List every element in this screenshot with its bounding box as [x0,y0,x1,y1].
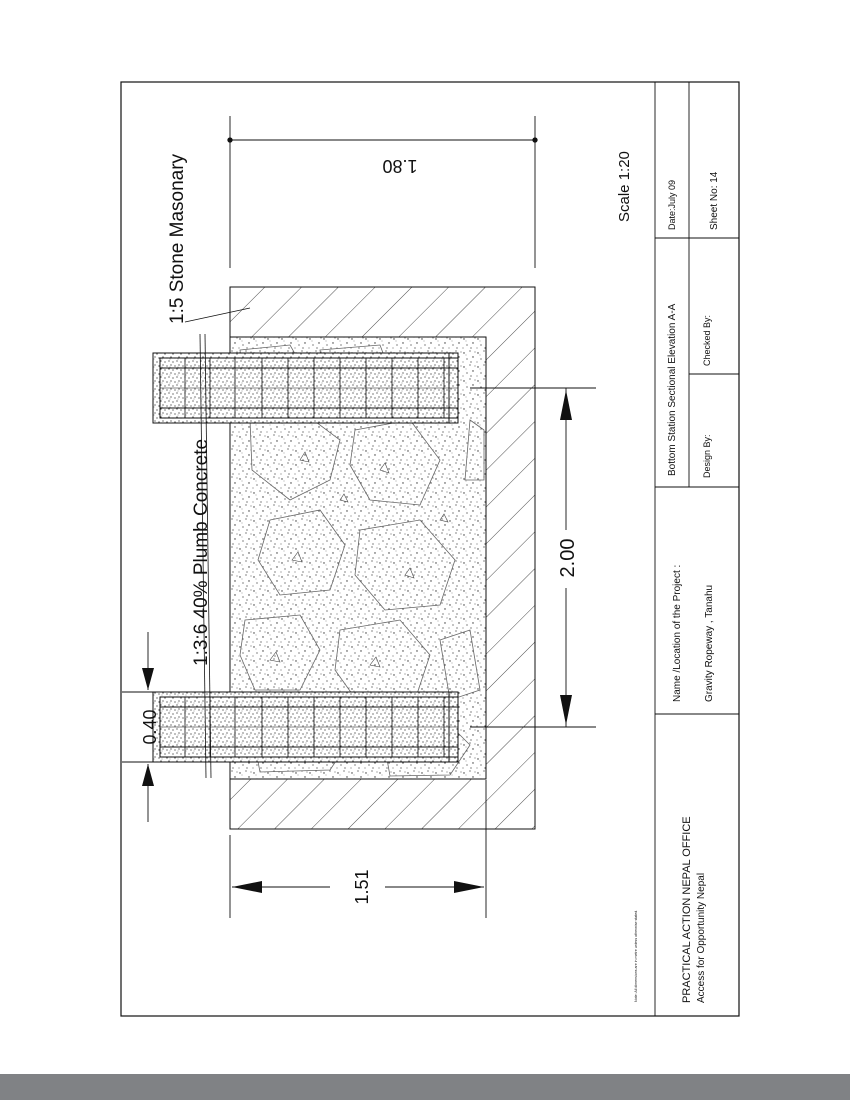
org-name-text: PRACTICAL ACTION NEPAL OFFICE [681,816,693,1003]
drawing-title-text: Bottom Station Sectional Elevation A-A [667,303,678,476]
stone-masonry-label: 1:5 Stone Masonary [167,153,188,324]
dimension-left-arrow-bottom [142,764,154,786]
project-label-text: Name /Location of the Project : [672,564,683,702]
dimension-top-label: 1.80 [382,156,418,176]
dimension-middle-label: 2.00 [557,538,579,578]
project-value-text: Gravity Ropeway , Tanahu [704,584,715,702]
title-block-texts [667,171,720,1003]
date-text: Date:July 09 [667,179,677,230]
dimension-middle-arrow-top [560,390,572,420]
dimension-top [228,116,537,268]
scale-label: Scale 1:20 [616,151,633,222]
dimension-bottom-arrow-left [232,881,262,893]
top-pillar [153,353,458,423]
drawing-note: Note: All dimensions are in metre unless otherwise stated. [634,909,638,1002]
org-tagline-text: Access for Opportunity Nepal [696,872,707,1003]
sheet-number-text: Sheet No: 14 [709,171,720,230]
dimension-bottom-arrow-right [454,881,484,893]
dimension-bottom-label: 1.51 [352,869,372,905]
footer-bar [0,1074,850,1100]
checked-by-text: Checked By: [702,314,712,366]
design-by-text: Design By: [702,434,712,478]
bottom-pillar [153,692,458,762]
dimension-left-label: 0.40 [140,709,160,745]
dimension-middle-arrow-bottom [560,695,572,725]
plumb-concrete-label: 1:3:6 40% Plumb Concrete [191,438,212,666]
dimension-left-arrow-top [142,668,154,690]
